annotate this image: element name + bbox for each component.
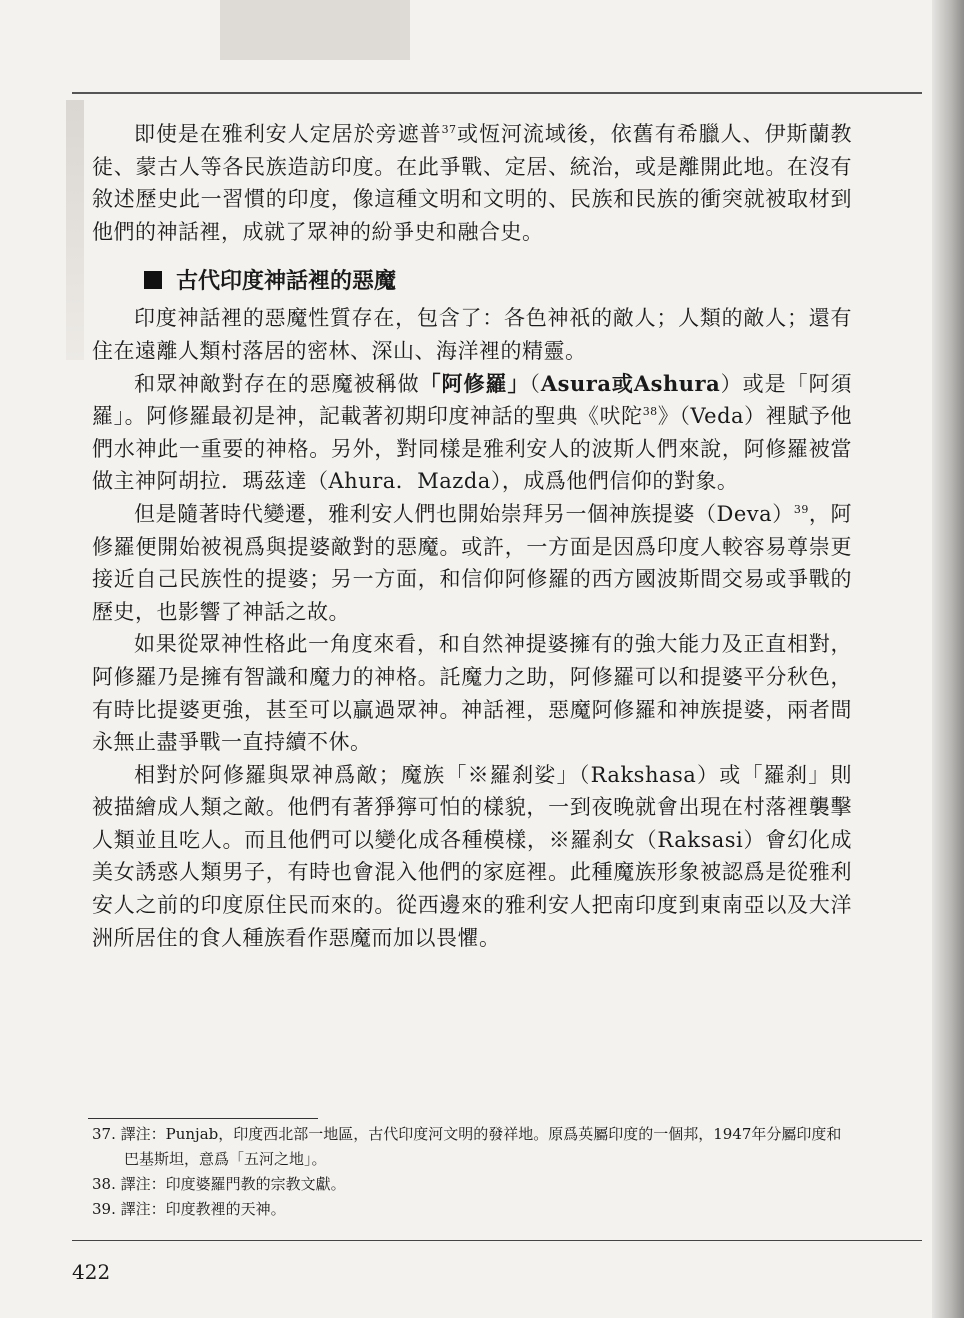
intro-paragraph	[92, 118, 852, 248]
p2-asura-roman: Asura或Ashura	[540, 370, 721, 396]
footnote-39: 39. 譯注：印度教裡的天神。	[92, 1200, 286, 1218]
section-heading	[144, 264, 852, 300]
section-paragraph-1: 印度神話裡的惡魔性質存在，包含了：各色神祇的敵人；人類的敵人；還有住在遠離人類村落居的密林、深山、海洋裡的精靈。	[92, 306, 852, 363]
footnote-38: 38. 譯注：印度婆羅門教的宗教文獻。	[92, 1175, 346, 1193]
p2-text-c: 》（Veda）裡賦予他們水神此一重要的神格。另外，對同樣是雅利安人的波斯人們來說，阿修羅被當做主神阿胡拉．瑪茲達（Ahura．Mazda），成爲他們信仰的對象。	[92, 404, 852, 494]
p3-text-a: 但是隨著時代變遷，雅利安人們也開始崇拜另一個神族提婆（Deva）	[134, 501, 794, 526]
footnotes	[92, 1122, 852, 1222]
footnote-ref-37: 37	[441, 123, 457, 136]
heading-bullet-icon	[144, 271, 162, 289]
p3-text-b: ，阿修羅便開始被視爲與提婆敵對的惡魔。或許，一方面是因爲印度人較容易尊崇更接近自己民族性的提婆；另一方面，和信仰阿修羅的西方國波斯間交易或爭戰的歷史，也影響了神話之故。	[92, 501, 852, 624]
footnote-37: 37. 譯注：Punjab，印度西北部一地區，古代印度河文明的發祥地。原爲英屬印度的一個邦，1947年分屬印度和巴基斯坦，意爲「五河之地」。	[92, 1125, 842, 1168]
page-number: 422	[72, 1260, 111, 1284]
p2-text-b: ）或是「阿須羅」。阿修羅最初是神，記載著初期印度神話的聖典《吠陀	[92, 371, 853, 429]
section-paragraph-4: 如果從眾神性格此一角度來看，和自然神提婆擁有的強大能力及正直相對，阿修羅乃是擁有智識和魔力的神格。託魔力之助，阿修羅可以和提婆平分秋色，有時比提婆更強，甚至可以贏過眾神。神話裡，惡魔阿修羅和神族提婆，兩者間永無止盡爭戰一直持續不休。	[92, 632, 852, 755]
p2-asura-term: 「阿修羅」	[419, 370, 530, 396]
main-text	[92, 118, 852, 954]
section-paragraph-2	[92, 368, 852, 498]
bleed-through-margin	[66, 100, 84, 360]
footnote-ref-39: 39	[793, 502, 809, 516]
intro-text-b: 或恆河流域後，依舊有希臘人、伊斯蘭教徒、蒙古人等各民族造訪印度。在此爭戰、定居、統治，或是離開此地。在沒有敘述歷史此一習慣的印度，像這種文明和文明的、民族和民族的衝突就被取材到他們的神話裡，成就了眾神的紛爭史和融合史。	[92, 122, 852, 244]
footnote-ref-38: 38	[642, 405, 658, 419]
section-heading-text: 古代印度神話裡的惡魔	[176, 269, 397, 295]
intro-text-a: 即使是在雅利安人定居於旁遮普	[134, 122, 442, 146]
top-shadow-band	[220, 0, 410, 60]
p2-text-a: 和眾神敵對存在的惡魔被稱做	[134, 371, 420, 396]
footnote-rule	[88, 1118, 318, 1119]
page-edge-shadow	[932, 0, 964, 1318]
p2-paren: （	[529, 371, 541, 396]
footer-rule	[72, 1240, 922, 1241]
section-paragraph-3	[92, 498, 852, 628]
header-rule	[72, 92, 922, 94]
section-paragraph-5: 相對於阿修羅與眾神爲敵；魔族「※羅刹娑」（Rakshasa）或「羅刹」則被描繪成人類之敵。他們有著猙獰可怕的樣貌，一到夜晚就會出現在村落裡襲擊人類並且吃人。而且他們可以變化成各種模樣，※羅刹女（Raksasi）會幻化成美女誘惑人類男子，有時也會混入他們的家庭裡。此種魔族形象被認爲是從雅利安人之前的印度原住民而來的。從西邊來的雅利安人把南印度到東南亞以及大洋洲所居住的食人種族看作惡魔而加以畏懼。	[92, 762, 852, 950]
